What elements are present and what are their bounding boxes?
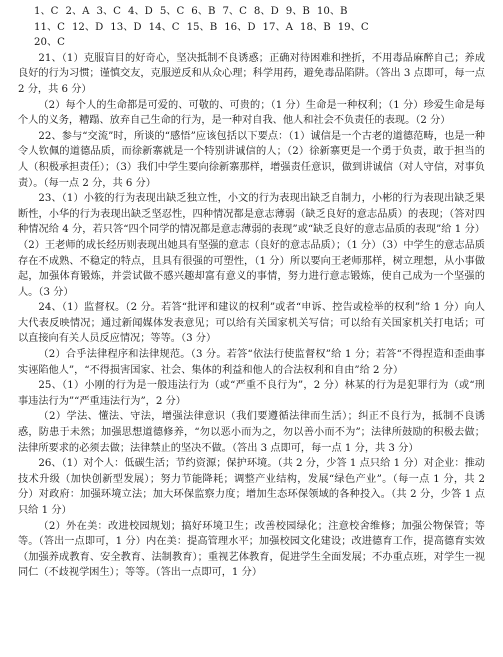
answer-paragraph-26-2: （2）外在美：改进校园规划；搞好环境卫生；改善校园绿化；注意校舍维修；加强公物保管；等等。（答出一点即可，1 分）内在美：提高管理水平；加强校园文化建设；改进德育工作，提高德育实效（加强养成教育、安全教育、法制教育）；重视艺体教育，促进学生全面发展；不办重点班，对学生一视同仁（不歧视学困生）；等等。（答出一点即可，1 分）: [18, 520, 485, 579]
choice-answer: 3、C: [96, 6, 121, 17]
choice-answer: 5、C: [159, 6, 185, 17]
choice-answer: 15、B: [186, 21, 218, 33]
choice-answer: 6、B: [191, 6, 216, 17]
answer-paragraph-24-1: 24、（1）监督权。（2 分。若答“批评和建议的权利”或者“申诉、控告或检举的权利”给 1 分）向人大代表反映情况；通过新闻媒体发表意见；可以给有关国家机关写信；可以给有关国家机关打电话；可以直接向有关人员反应情况；等等。（3 分）: [18, 302, 485, 345]
choice-answer: 20、C: [34, 37, 65, 49]
choice-answer: 9、B: [285, 6, 310, 17]
choice-answer: 10、B: [316, 6, 348, 17]
choice-answer: 8、D: [253, 6, 279, 17]
choice-answer: 2、A: [65, 6, 90, 17]
choice-answer: 12、D: [71, 21, 104, 33]
choice-answer: 1、C: [34, 6, 59, 17]
choice-answer: 4、D: [127, 6, 153, 17]
choice-answers-row-1: [18, 4, 485, 20]
answer-paragraph-24-2: （2）合乎法律程序和法律规范。（3 分。若答“依法行使监督权”给 1 分；若答“不得捏造和歪曲事实诬陷他人”，“不得损害国家、社会、集体的利益和他人的合法权利和自由”给 2 分）: [18, 349, 485, 376]
answer-paragraph-23: 23、（1）小筱的行为表现出缺乏独立性，小文的行为表现出缺乏自制力，小彬的行为表现出缺乏果断性，小华的行为表现出缺乏坚忍性，四种情况都是意志薄弱（缺乏良好的意志品质）的表现；（答对四种情况给 4 分，若只答“四个同学的情况都是意志薄弱的表现”或“缺乏良好的意志品质的表现”给 1 分）（2）王老师的成长经历则表现出她具有坚强的意志（良好的意志品质）；（1 分）（3）中学生的意志品质存在不成熟、不稳定的特点，且具有很强的可塑性，（1 分）所以要向王老师那样，树立理想，从小事做起，加强体育锻炼，并尝试做不感兴趣却富有意义的事情，努力进行意志锻炼，使自己成为一个坚强的人。（3 分）: [18, 193, 485, 298]
choice-answer: 18、B: [300, 21, 331, 33]
choice-answer: 14、C: [148, 21, 180, 33]
choice-answer: 11、C: [34, 21, 65, 33]
answer-paragraph-25-2: （2）学法、懂法、守法，增强法律意识（我们要遵循法律而生活）；纠正不良行为，抵制不良诱惑，防患于未然；加强思想道德修养，“勿以恶小而为之，勿以善小而不为”；法律所鼓励的积极去做；法律所要求的必须去做；法律禁止的坚决不做。（答出 3 点即可，每一点 1 分，共 3 分）: [18, 411, 485, 454]
choice-answer: 13、D: [110, 21, 142, 33]
choice-answers-row-3: [18, 35, 485, 51]
answer-paragraph-22: 22、参与“交流”时，所谈的“感悟”应该包括以下要点：（1）诚信是一个古老的道德范畴，也是一种令人钦佩的道德品质，而徐新寨就是一个特别讲诚信的人；（2）徐新寨更是一个勇于负责，敢于担当的人（积极承担责任）；（3）我们中学生要向徐新寨那样，增强责任意识，做到讲诚信（对人守信，对事负责）。（每一点 2 分，共 6 分）: [18, 130, 485, 189]
answer-paragraph-25-1: 25、（1）小刚的行为是一般违法行为（或“严重不良行为”，2 分）林某的行为是犯罪行为（或“刑事违法行为”“严重违法行为”，2 分）: [18, 380, 485, 407]
answer-paragraph-21-2: （2）每个人的生命都是可爱的、可敬的、可贵的；（1 分）生命是一种权利；（1 分）珍爱生命是每个人的义务，糟蹋、放弃自己生命的行为，是一种对自我、他人和社会不负责任的表现。（2 分）: [18, 99, 485, 127]
answer-paragraph-26-1: 26、（1）对个人：低碳生活；节约资源；保护环境。（共 2 分，少答 1 点只给 1 分）对企业：推动技术升级（加快创新型发展）；努力节能降耗；调整产业结构，发展“绿色产业”。（每一点 1 分，共 2 分）对政府：加强环境立法；加大环保监察力度；增加生态环保领域的各种投入。（共 2 分，少答 1 点只给 1 分）: [18, 458, 485, 516]
choice-answer: 7、C: [222, 6, 247, 17]
answer-paragraph-21-1: 21、（1）克服盲目的好奇心，坚决抵制不良诱惑；正确对待困难和挫折，不用毒品麻醉自己；养成良好的行为习惯；谨慎交友，克服逆反和从众心理；科学用药，避免毒品陷阱。（答出 3 点即可，每一点 2 分，共 6 分）: [18, 52, 485, 95]
choice-answer: 16、D: [224, 21, 256, 33]
choice-answer: 19、C: [337, 21, 369, 33]
choice-answers-row-2: [18, 20, 485, 36]
choice-answer: 17、A: [262, 21, 294, 33]
